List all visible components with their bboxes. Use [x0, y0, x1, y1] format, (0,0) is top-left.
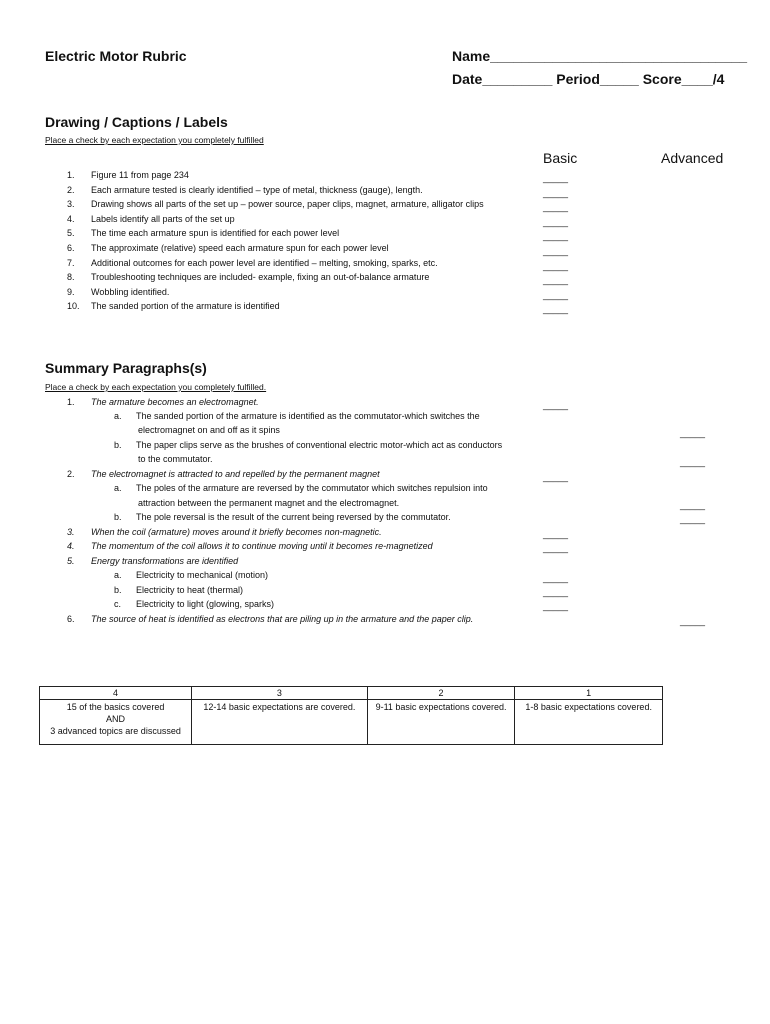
drawing-section-heading: Drawing / Captions / Labels [45, 114, 228, 130]
basic-check-blank[interactable]: _____ [543, 289, 569, 300]
summary-section-heading: Summary Paragraphs(s) [45, 360, 207, 376]
score-4-criteria [40, 700, 192, 745]
basic-check-blank[interactable]: _____ [543, 216, 569, 227]
basic-check-blank[interactable]: _____ [543, 231, 569, 242]
advanced-check-blank[interactable]: _____ [680, 616, 706, 626]
basic-check-blank[interactable]: _____ [543, 573, 569, 583]
basic-check-blank[interactable]: _____ [543, 543, 569, 553]
list-item-letter: b. [114, 512, 122, 522]
summary-item-1b-cont: to the commutator. [138, 454, 213, 464]
list-item-number: 2. [67, 469, 75, 479]
list-item-letter: c. [114, 599, 122, 609]
summary-item-1: The armature becomes an electromagnet. [91, 397, 259, 407]
list-item-number: 4. [67, 541, 75, 551]
basic-check-blank[interactable]: _____ [543, 260, 569, 271]
scoring-scale-table [39, 686, 663, 745]
summary-item-1b: The paper clips serve as the brushes of conventional electric motor-which act as conductors [136, 440, 503, 450]
basic-check-blank[interactable]: _____ [543, 472, 569, 482]
list-item-number: 1. [67, 170, 75, 180]
basic-check-blank[interactable]: _____ [543, 400, 569, 410]
drawing-item-8: Troubleshooting techniques are included- example, fixing an out-of-balance armature [91, 272, 430, 283]
date-period-score-line: Date_________ Period_____ Score____/4 [452, 71, 725, 87]
advanced-check-blank[interactable]: _____ [680, 428, 706, 438]
drawing-item-2: Each armature tested is clearly identified – type of metal, thickness (gauge), length. [91, 184, 423, 195]
list-item-number: 3. [67, 199, 75, 210]
list-item-number: 4. [67, 213, 75, 224]
drawing-item-4: Labels identify all parts of the set up [91, 213, 235, 224]
score-1-criteria: 1-8 basic expectations covered. [515, 700, 663, 745]
drawing-item-3: Drawing shows all parts of the set up – power source, paper clips, magnet, armature, alligator clips [91, 199, 484, 210]
drawing-item-7: Additional outcomes for each power level are identified – melting, smoking, sparks, etc. [91, 257, 438, 268]
summary-item-2a-cont: attraction between the permanent magnet and the electromagnet. [138, 498, 400, 508]
summary-item-6: The source of heat is identified as electrons that are piling up in the armature and the paper clip. [91, 614, 474, 624]
column-basic-heading: Basic [543, 150, 578, 166]
list-item-number: 8. [67, 272, 75, 283]
basic-check-blank[interactable]: _____ [543, 304, 569, 315]
score-4-line: AND [106, 714, 126, 724]
list-item-number: 9. [67, 286, 75, 297]
list-item-number: 5. [67, 556, 75, 566]
summary-item-5: Energy transformations are identified [91, 556, 239, 566]
list-item-number: 6. [67, 243, 75, 253]
summary-item-1a-cont: electromagnet on and off as it spins [138, 425, 280, 435]
score-3-header: 3 [192, 687, 368, 700]
advanced-check-blank[interactable]: _____ [680, 514, 706, 524]
list-item-number: 6. [67, 614, 75, 624]
rubric-title: Electric Motor Rubric [45, 48, 187, 64]
list-item-letter: a. [114, 570, 122, 580]
basic-check-blank[interactable]: _____ [543, 187, 569, 198]
summary-item-2a: The poles of the armature are reversed by the commutator which switches repulsion into [136, 483, 488, 493]
list-item-letter: a. [114, 411, 122, 421]
basic-check-blank[interactable]: _____ [543, 601, 569, 611]
list-item-letter: b. [114, 440, 122, 450]
list-item-number: 2. [67, 184, 75, 195]
drawing-item-6: The approximate (relative) speed each armature spun for each power level [91, 243, 389, 253]
score-1-header: 1 [515, 687, 663, 700]
drawing-item-9: Wobbling identified. [91, 286, 170, 297]
summary-item-3: When the coil (armature) moves around it briefly becomes non-magnetic. [91, 527, 382, 537]
advanced-check-blank[interactable]: _____ [680, 500, 706, 510]
basic-check-blank[interactable]: _____ [543, 202, 569, 213]
drawing-item-5: The time each armature spun is identified for each power level [91, 228, 340, 239]
summary-item-2b: The pole reversal is the result of the current being reversed by the commutator. [136, 512, 451, 522]
summary-item-4: The momentum of the coil allows it to continue moving until it becomes re-magnetized [91, 541, 433, 551]
column-advanced-heading: Advanced [661, 150, 724, 166]
basic-check-blank[interactable]: _____ [543, 275, 569, 286]
list-item-number: 3. [67, 527, 75, 537]
summary-item-5c: Electricity to light (glowing, sparks) [136, 599, 275, 609]
basic-check-blank[interactable]: _____ [543, 529, 569, 539]
summary-item-5b: Electricity to heat (thermal) [136, 585, 244, 595]
list-item-number: 5. [67, 228, 75, 239]
advanced-check-blank[interactable]: _____ [680, 457, 706, 467]
name-field-line: Name_________________________________ [452, 48, 748, 64]
score-4-line: 15 of the basics covered [66, 702, 165, 712]
score-2-criteria: 9-11 basic expectations covered. [367, 700, 515, 745]
basic-check-blank[interactable]: _____ [543, 246, 569, 256]
summary-item-2: The electromagnet is attracted to and repelled by the permanent magnet [91, 469, 380, 479]
list-item-letter: b. [114, 585, 122, 595]
table-header-row [40, 687, 663, 700]
score-4-header: 4 [40, 687, 192, 700]
basic-check-blank[interactable]: _____ [543, 587, 569, 597]
list-item-number: 10. [67, 301, 80, 312]
drawing-item-10: The sanded portion of the armature is identified [91, 301, 280, 312]
summary-item-5a: Electricity to mechanical (motion) [136, 570, 269, 580]
score-3-criteria: 12-14 basic expectations are covered. [192, 700, 368, 745]
list-item-letter: a. [114, 483, 122, 493]
drawing-instruction: Place a check by each expectation you completely fulfilled [45, 135, 264, 145]
list-item-number: 1. [67, 397, 75, 407]
summary-item-1a: The sanded portion of the armature is identified as the commutator-which switches the [136, 411, 480, 421]
basic-check-blank[interactable]: _____ [543, 173, 569, 183]
drawing-item-1: Figure 11 from page 234 [91, 170, 189, 180]
list-item-number: 7. [67, 257, 75, 268]
score-2-header: 2 [367, 687, 515, 700]
table-row [40, 700, 663, 745]
score-4-line: 3 advanced topics are discussed [50, 726, 181, 736]
summary-instruction: Place a check by each expectation you completely fulfilled. [45, 382, 267, 392]
